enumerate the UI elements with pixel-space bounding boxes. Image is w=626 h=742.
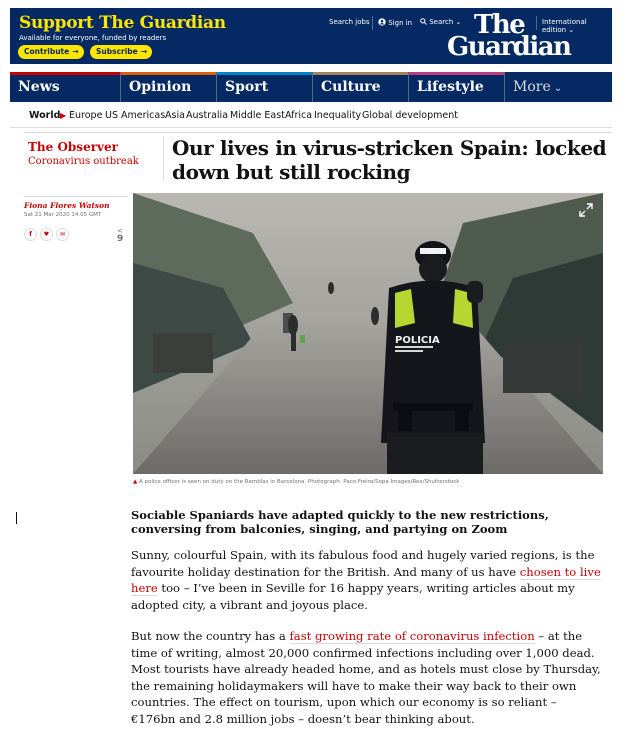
user-icon (378, 18, 386, 26)
email-share-button[interactable] (56, 228, 69, 241)
triangle-right-icon: ▶ (60, 111, 67, 120)
article-paragraph (131, 547, 601, 613)
expand-icon[interactable] (579, 203, 593, 217)
subnav-item[interactable]: Global development (362, 110, 458, 121)
nav-news-bar (10, 72, 120, 75)
nav-sport[interactable] (216, 72, 312, 102)
edition-label: International edition (542, 18, 587, 34)
triangle-up-icon: ▲ (133, 479, 138, 485)
text-cursor (16, 512, 17, 524)
facebook-share-button[interactable] (24, 228, 37, 241)
support-subtitle: Available for everyone, funded by readers (19, 34, 167, 42)
chevron-down-icon: ⌄ (566, 26, 575, 34)
arrow-right-icon: → (140, 47, 148, 56)
nav-lifestyle-bar (409, 72, 504, 75)
nav-more-label: More (513, 79, 551, 95)
subscribe-button[interactable] (90, 45, 152, 59)
nav-lifestyle-label: Lifestyle (417, 79, 484, 95)
subscribe-label: Subscribe (96, 47, 138, 56)
nav-opinion[interactable] (120, 72, 216, 102)
nav-sport-bar (217, 72, 312, 75)
main-nav (10, 72, 612, 102)
subnav-world[interactable]: World (29, 110, 61, 121)
chevron-down-icon: ⌄ (453, 18, 462, 26)
nav-sport-label: Sport (225, 79, 269, 95)
share-icon: < (117, 227, 123, 235)
support-banner (10, 8, 612, 64)
twitter-share-button[interactable] (40, 228, 53, 241)
search-label: Search (429, 18, 454, 26)
sign-in-link[interactable] (378, 18, 412, 27)
photo-illustration (133, 193, 603, 474)
author-link[interactable]: Fiona Flores Watson (24, 201, 110, 210)
subnav-item[interactable]: US (105, 110, 118, 121)
kicker-subtitle[interactable]: Coronavirus outbreak (28, 156, 139, 167)
nav-news[interactable] (10, 72, 120, 102)
caption-text: A police officer is seen on duty on the Ramblas in Barcelona. Photograph: Paco Freire/Sopa Images/Rex/Shutterstock (138, 479, 460, 485)
nav-news-label: News (18, 79, 60, 95)
arrow-right-icon: → (72, 47, 79, 56)
publish-date: Sat 21 Mar 2020 14.05 GMT (24, 212, 102, 218)
nav-opinion-bar (121, 72, 216, 75)
kicker-title[interactable]: The Observer (28, 140, 118, 154)
nav-culture-label: Culture (321, 79, 381, 95)
divider (24, 132, 612, 133)
search-icon (420, 18, 427, 25)
logo-the: The (474, 10, 525, 40)
series-kicker (24, 136, 164, 181)
police-badge-text: POLICIA (395, 335, 440, 346)
subnav-item[interactable]: Middle East (230, 110, 285, 121)
support-title: Support The Guardian (19, 13, 226, 33)
share-count: 9 (117, 234, 124, 244)
subnav-item[interactable]: Europe (69, 110, 103, 121)
paragraph-text: – at the time of writing, almost 20,000 confirmed infections including over 1,000 dead. Most tourists have already headed home, and as hotels must close by Thursday, the remaining holidaymakers will have to make their way back to their own countries. The effect on tourism, upon which our economy is so reliant – €176bn and 2.8 million jobs – doesn’t bear thinking about. (131, 629, 601, 726)
subnav-item[interactable]: Africa (285, 110, 313, 121)
infection-rate-link[interactable]: fast growing rate of coronavirus infection (289, 629, 535, 643)
article-headline: Our lives in virus-stricken Spain: locked down but still rocking (172, 136, 607, 184)
sub-nav (10, 104, 612, 128)
topbar-divider (372, 16, 373, 30)
chevron-down-icon: ⌄ (550, 83, 563, 94)
topbar-divider (536, 16, 537, 30)
twitter-icon: ♥ (43, 231, 50, 238)
article-paragraph (131, 628, 601, 727)
sign-in-label: Sign in (388, 19, 413, 27)
facebook-icon: f (29, 231, 32, 238)
subnav-item[interactable]: Americas (121, 110, 166, 121)
logo-guardian: Guardian (447, 32, 571, 62)
photo-caption (133, 478, 603, 486)
search-link[interactable] (420, 18, 461, 26)
paragraph-text: But now the country has a (131, 629, 290, 643)
nav-lifestyle[interactable] (408, 72, 504, 102)
article-standfirst: Sociable Spaniards have adapted quickly to the new restrictions, conversing from balconies, singing, and partying on Zoom (131, 508, 549, 536)
contribute-button[interactable] (18, 45, 84, 59)
nav-culture-bar (313, 72, 408, 75)
contribute-label: Contribute (24, 47, 70, 56)
paragraph-text: too – I’ve been in Seville for 16 happy years, writing articles about my adopted city, a vibrant and joyous place. (131, 581, 575, 612)
nav-opinion-label: Opinion (129, 79, 192, 95)
subnav-item[interactable]: Australia (186, 110, 229, 121)
email-icon: ✉ (59, 231, 66, 238)
subnav-item[interactable]: Asia (165, 110, 185, 121)
paragraph-text: Sunny, colourful Spain, with its fabulous food and hugely varied regions, is the favourite holiday destination for the British. And many of us have (131, 548, 595, 579)
chosen-to-live-here-link[interactable]: chosen to live here (131, 564, 601, 595)
nav-more[interactable] (504, 72, 612, 102)
article-photo (133, 193, 603, 474)
subnav-item[interactable]: Inequality (314, 110, 362, 121)
divider (24, 196, 128, 197)
search-jobs-link[interactable]: Search jobs (329, 18, 370, 26)
nav-culture[interactable] (312, 72, 408, 102)
